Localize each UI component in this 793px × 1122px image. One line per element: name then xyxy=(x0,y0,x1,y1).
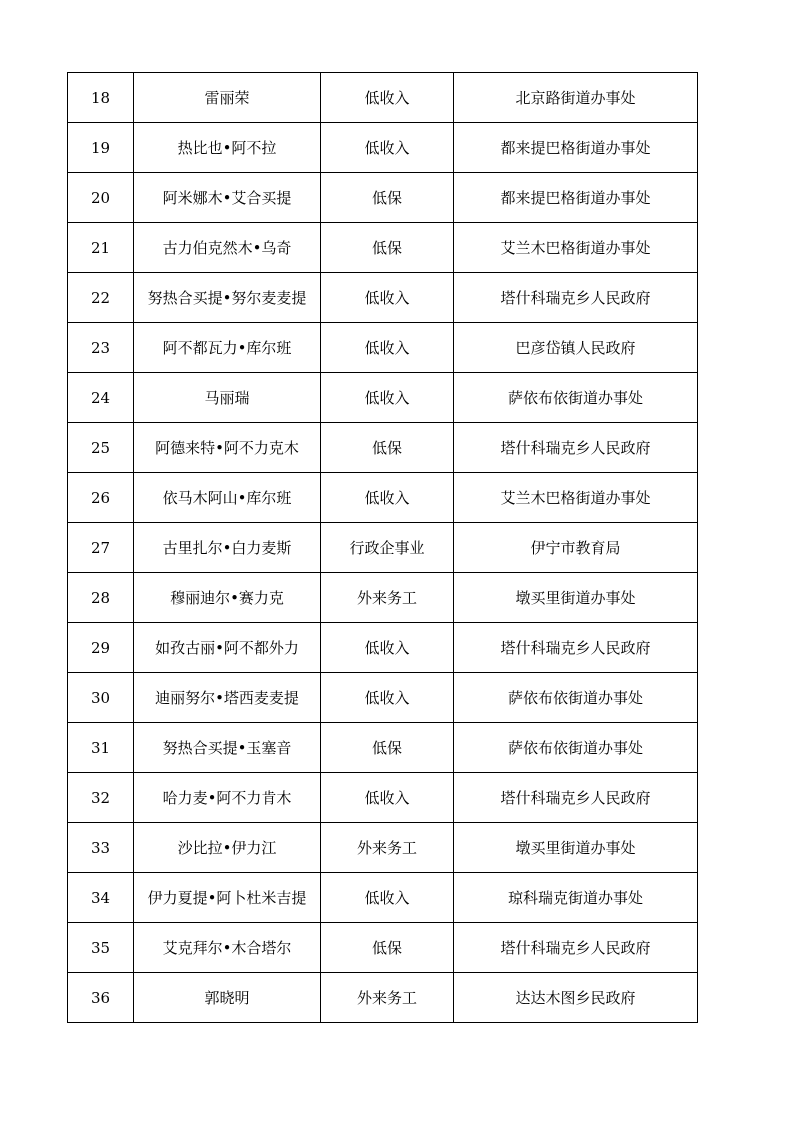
row-number: 32 xyxy=(68,773,134,823)
administrative-unit: 墩买里街道办事处 xyxy=(454,823,698,873)
person-name: 阿德来特•阿不力克木 xyxy=(134,423,321,473)
assistance-category: 低收入 xyxy=(321,473,454,523)
assistance-category: 外来务工 xyxy=(321,573,454,623)
table-row xyxy=(68,423,698,473)
person-name: 努热合买提•玉塞音 xyxy=(134,723,321,773)
table-row xyxy=(68,573,698,623)
assistance-category: 低保 xyxy=(321,223,454,273)
person-name: 努热合买提•努尔麦麦提 xyxy=(134,273,321,323)
roster-table-body xyxy=(68,73,698,1023)
table-row xyxy=(68,473,698,523)
administrative-unit: 塔什科瑞克乡人民政府 xyxy=(454,273,698,323)
person-name: 古力伯克然木•乌奇 xyxy=(134,223,321,273)
assistance-category: 低收入 xyxy=(321,373,454,423)
administrative-unit: 艾兰木巴格街道办事处 xyxy=(454,473,698,523)
row-number: 20 xyxy=(68,173,134,223)
person-name: 郭晓明 xyxy=(134,973,321,1023)
administrative-unit: 北京路街道办事处 xyxy=(454,73,698,123)
person-name: 如孜古丽•阿不都外力 xyxy=(134,623,321,673)
administrative-unit: 艾兰木巴格街道办事处 xyxy=(454,223,698,273)
row-number: 29 xyxy=(68,623,134,673)
assistance-category: 低保 xyxy=(321,723,454,773)
assistance-category: 行政企事业 xyxy=(321,523,454,573)
assistance-category: 低收入 xyxy=(321,273,454,323)
table-row xyxy=(68,173,698,223)
row-number: 31 xyxy=(68,723,134,773)
table-row xyxy=(68,723,698,773)
person-name: 马丽瑞 xyxy=(134,373,321,423)
person-name: 阿不都瓦力•库尔班 xyxy=(134,323,321,373)
administrative-unit: 塔什科瑞克乡人民政府 xyxy=(454,923,698,973)
table-row xyxy=(68,523,698,573)
person-name: 艾克拜尔•木合塔尔 xyxy=(134,923,321,973)
administrative-unit: 萨依布依街道办事处 xyxy=(454,673,698,723)
row-number: 26 xyxy=(68,473,134,523)
table-row xyxy=(68,773,698,823)
administrative-unit: 达达木图乡民政府 xyxy=(454,973,698,1023)
administrative-unit: 塔什科瑞克乡人民政府 xyxy=(454,423,698,473)
assistance-category: 低保 xyxy=(321,423,454,473)
assistance-category: 低收入 xyxy=(321,773,454,823)
row-number: 35 xyxy=(68,923,134,973)
administrative-unit: 都来提巴格街道办事处 xyxy=(454,123,698,173)
person-name: 雷丽荣 xyxy=(134,73,321,123)
row-number: 27 xyxy=(68,523,134,573)
table-row xyxy=(68,123,698,173)
administrative-unit: 萨依布依街道办事处 xyxy=(454,723,698,773)
person-name: 沙比拉•伊力江 xyxy=(134,823,321,873)
table-row xyxy=(68,323,698,373)
table-row xyxy=(68,873,698,923)
person-name: 哈力麦•阿不力肯木 xyxy=(134,773,321,823)
table-row xyxy=(68,973,698,1023)
table-row xyxy=(68,373,698,423)
row-number: 34 xyxy=(68,873,134,923)
row-number: 33 xyxy=(68,823,134,873)
row-number: 23 xyxy=(68,323,134,373)
table-row xyxy=(68,623,698,673)
row-number: 36 xyxy=(68,973,134,1023)
table-row xyxy=(68,273,698,323)
row-number: 28 xyxy=(68,573,134,623)
person-name: 依马木阿山•库尔班 xyxy=(134,473,321,523)
assistance-category: 低收入 xyxy=(321,73,454,123)
table-row xyxy=(68,823,698,873)
row-number: 30 xyxy=(68,673,134,723)
administrative-unit: 萨依布依街道办事处 xyxy=(454,373,698,423)
person-name: 穆丽迪尔•赛力克 xyxy=(134,573,321,623)
assistance-category: 低收入 xyxy=(321,323,454,373)
assistance-category: 低收入 xyxy=(321,623,454,673)
administrative-unit: 都来提巴格街道办事处 xyxy=(454,173,698,223)
person-name: 迪丽努尔•塔西麦麦提 xyxy=(134,673,321,723)
person-name: 阿米娜木•艾合买提 xyxy=(134,173,321,223)
roster-table xyxy=(67,72,698,1023)
person-name: 伊力夏提•阿卜杜米吉提 xyxy=(134,873,321,923)
assistance-category: 低收入 xyxy=(321,873,454,923)
table-row xyxy=(68,73,698,123)
assistance-category: 低保 xyxy=(321,173,454,223)
row-number: 21 xyxy=(68,223,134,273)
administrative-unit: 塔什科瑞克乡人民政府 xyxy=(454,773,698,823)
assistance-category: 低收入 xyxy=(321,673,454,723)
row-number: 25 xyxy=(68,423,134,473)
table-row xyxy=(68,673,698,723)
assistance-category: 外来务工 xyxy=(321,823,454,873)
assistance-category: 低保 xyxy=(321,923,454,973)
person-name: 热比也•阿不拉 xyxy=(134,123,321,173)
administrative-unit: 巴彦岱镇人民政府 xyxy=(454,323,698,373)
row-number: 24 xyxy=(68,373,134,423)
row-number: 19 xyxy=(68,123,134,173)
row-number: 22 xyxy=(68,273,134,323)
table-row xyxy=(68,223,698,273)
administrative-unit: 墩买里街道办事处 xyxy=(454,573,698,623)
assistance-category: 低收入 xyxy=(321,123,454,173)
assistance-category: 外来务工 xyxy=(321,973,454,1023)
administrative-unit: 塔什科瑞克乡人民政府 xyxy=(454,623,698,673)
person-name: 古里扎尔•白力麦斯 xyxy=(134,523,321,573)
administrative-unit: 伊宁市教育局 xyxy=(454,523,698,573)
row-number: 18 xyxy=(68,73,134,123)
table-row xyxy=(68,923,698,973)
administrative-unit: 琼科瑞克街道办事处 xyxy=(454,873,698,923)
